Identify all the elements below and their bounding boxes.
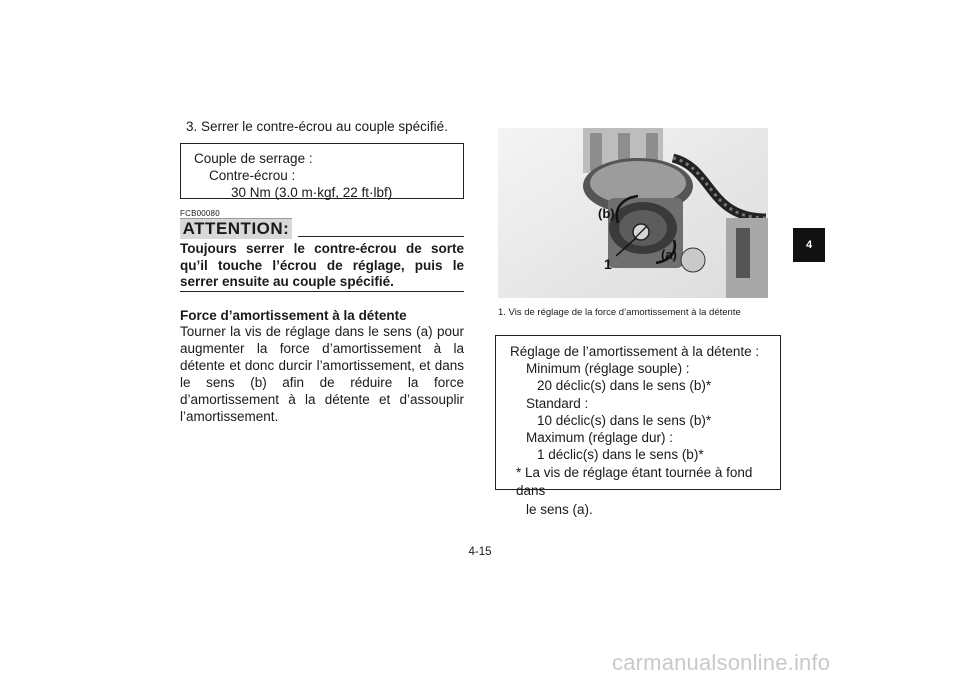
adjuster-illustration — [498, 128, 768, 298]
figure-caption: 1. Vis de réglage de la force d’amortissement à la détente — [498, 307, 741, 318]
min-label: Minimum (réglage souple) : — [526, 361, 690, 377]
std-label: Standard : — [526, 395, 589, 411]
step-3-text: 3. Serrer le contre-écrou au couple spécifié. — [186, 119, 448, 134]
settings-note-line2: le sens (a). — [526, 501, 593, 517]
section-body: Tourner la vis de réglage dans le sens (a) pour augmenter la force d’amortissement à la détente et donc durcir l’amortissement, et dans le sens (b) afin de réduire la force d’amortissement à la détente et d’assouplir l’amortissement. — [180, 324, 464, 424]
torque-part: Contre-écrou : — [209, 168, 296, 183]
settings-title: Réglage de l’amortissement à la détente : — [510, 344, 760, 359]
page-number: 4-15 — [468, 546, 492, 558]
attention-heading: ATTENTION: — [180, 218, 292, 239]
max-label: Maximum (réglage dur) : — [526, 430, 674, 446]
min-value: 20 déclic(s) dans le sens (b)* — [537, 378, 712, 394]
attention-rule-top — [298, 236, 464, 237]
section-title: Force d’amortissement à la détente — [180, 308, 407, 323]
adjuster-photo — [498, 128, 768, 298]
rebound-settings-box — [495, 335, 781, 517]
chapter-tab: 4 — [793, 228, 825, 262]
std-value: 10 déclic(s) dans le sens (b)* — [537, 412, 712, 428]
max-value: 1 déclic(s) dans le sens (b)* — [537, 447, 704, 463]
watermark: carmanualsonline.info — [612, 650, 831, 675]
torque-spec-box — [180, 143, 464, 199]
attention-code: FCB00080 — [180, 209, 220, 218]
attention-text: Toujours serrer le contre-écrou de sorte qu’il touche l’écrou de réglage, puis le serrer ensuite au couple spécifié. — [180, 241, 464, 289]
label-a: (a) — [661, 247, 677, 262]
torque-title: Couple de serrage : — [194, 151, 313, 166]
attention-rule-bottom — [180, 291, 464, 292]
label-1: 1 — [604, 256, 612, 272]
torque-value: 30 Nm (3.0 m·kgf, 22 ft·lbf) — [231, 185, 393, 200]
label-b: (b) — [598, 206, 615, 221]
settings-note-line1: * La vis de réglage étant tournée à fond dans — [516, 465, 753, 498]
